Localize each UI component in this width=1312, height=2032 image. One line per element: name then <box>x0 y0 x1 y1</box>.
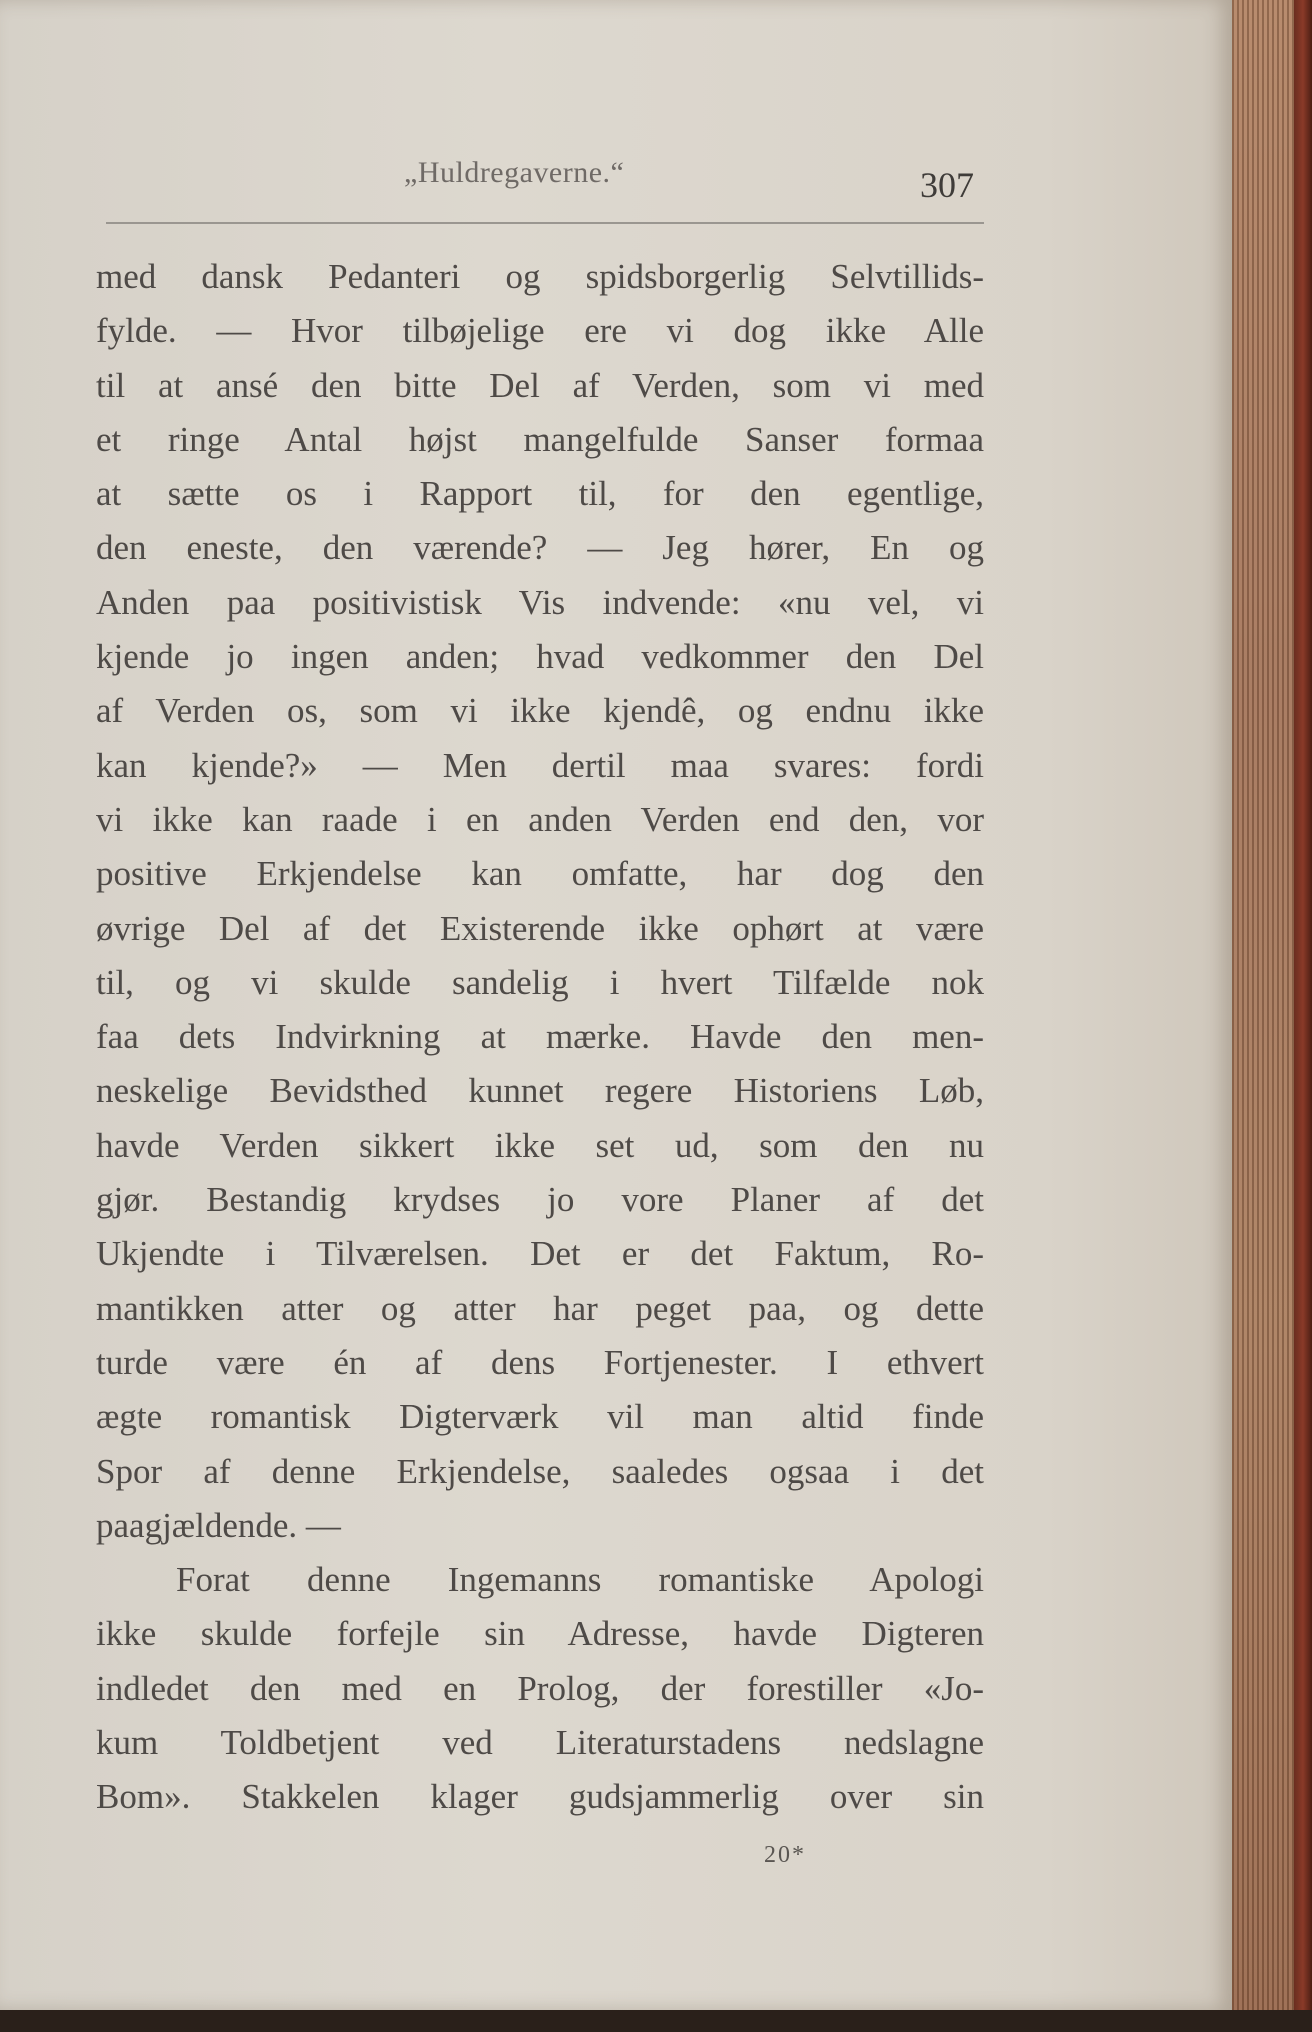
text-line: at sætte os i Rapport til, for den egentlige, <box>96 474 984 514</box>
signature-mark: 20* <box>764 1842 806 1868</box>
text-line: kan kjende?» — Men dertil maa svares: fordi <box>96 745 984 785</box>
text-line-paragraph-end: paagjældende. — <box>96 1505 341 1545</box>
body-text <box>96 250 984 1825</box>
page-edges <box>1232 0 1294 2010</box>
text-line: havde Verden sikkert ikke set ud, som den nu <box>96 1125 984 1165</box>
text-line: ægte romantisk Digterværk vil man altid finde <box>96 1397 984 1437</box>
text-line-paragraph-start: Forat denne Ingemanns romantiske Apologi <box>176 1560 984 1600</box>
text-line: den eneste, den værende? — Jeg hører, En og <box>96 528 984 568</box>
text-line: faa dets Indvirkning at mærke. Havde den men- <box>96 1017 984 1057</box>
background-strip <box>0 2010 1312 2032</box>
text-line: Spor af denne Erkjendelse, saaledes ogsaa i det <box>96 1451 984 1491</box>
text-line: et ringe Antal højst mangelfulde Sanser formaa <box>96 419 984 459</box>
text-line: af Verden os, som vi ikke kjendê, og endnu ikke <box>96 691 984 731</box>
page-number: 307 <box>920 165 974 205</box>
running-title: „Huldregaverne.“ <box>404 156 625 189</box>
text-line: fylde. — Hvor tilbøjelige ere vi dog ikke Alle <box>96 311 984 351</box>
text-line: neskelige Bevidsthed kunnet regere Historiens Løb, <box>96 1071 984 1111</box>
book-binding <box>1294 0 1312 2032</box>
header-rule <box>106 222 984 224</box>
page-header <box>0 156 1232 206</box>
text-line: mantikken atter og atter har peget paa, og dette <box>96 1288 984 1328</box>
text-line: Anden paa positivistisk Vis indvende: «nu vel, vi <box>96 582 984 622</box>
text-line: kjende jo ingen anden; hvad vedkommer den Del <box>96 637 984 677</box>
text-line: indledet den med en Prolog, der forestiller «Jo- <box>96 1668 984 1708</box>
text-line: ikke skulde forfejle sin Adresse, havde Digteren <box>96 1614 984 1654</box>
text-line: positive Erkjendelse kan omfatte, har dog den <box>96 854 984 894</box>
text-line: Bom». Stakkelen klager gudsjammerlig over sin <box>96 1777 984 1817</box>
text-line: til, og vi skulde sandelig i hvert Tilfælde nok <box>96 962 984 1002</box>
text-line: gjør. Bestandig krydses jo vore Planer af det <box>96 1180 984 1220</box>
text-line: vi ikke kan raade i en anden Verden end den, vor <box>96 799 984 839</box>
text-line: Ukjendte i Tilværelsen. Det er det Faktum, Ro- <box>96 1234 984 1274</box>
text-line: kum Toldbetjent ved Literaturstadens nedslagne <box>96 1723 984 1763</box>
text-line: turde være én af dens Fortjenester. I ethvert <box>96 1342 984 1382</box>
text-line: med dansk Pedanteri og spidsborgerlig Selvtillids- <box>96 257 984 296</box>
text-line: øvrige Del af det Existerende ikke ophørt at være <box>96 908 984 948</box>
text-line: til at ansé den bitte Del af Verden, som vi med <box>96 365 984 405</box>
